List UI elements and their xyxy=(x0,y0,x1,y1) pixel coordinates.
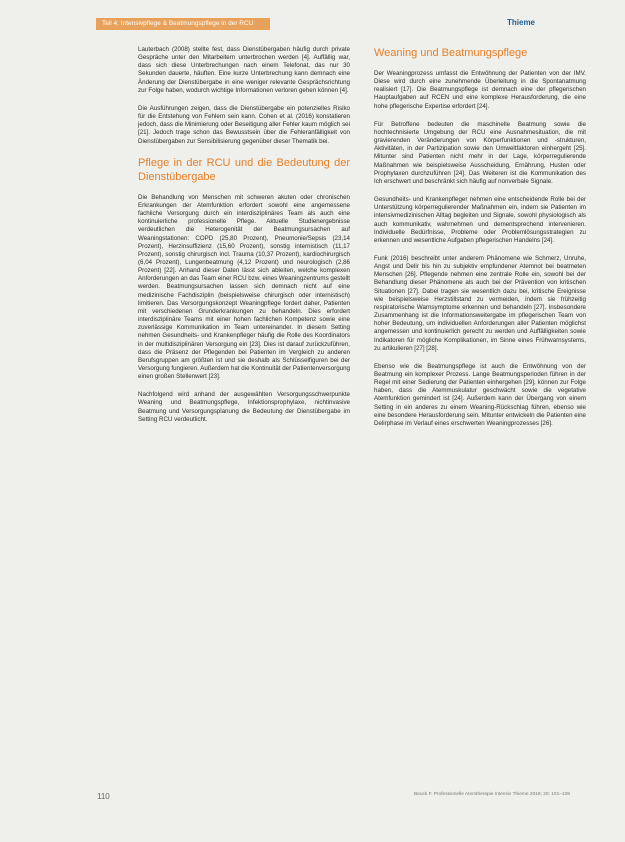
page-number: 110 xyxy=(97,792,110,801)
left-column xyxy=(138,46,350,434)
paragraph: Die Behandlung von Menschen mit schweren akuten oder chronischen Erkrankungen der Atemfunktion erfordert sowohl eine angemessene fachliche Versorgung durch ein interdisziplinäres Team als auch eine kontinuierliche professionelle Pflege. Aktuelle Studienergebnisse verdeutlichen die Heterogenität der Beatmungsursachen auf Weaningstationen: COPD (25,80 Prozent), Pneumonie/Sepsis (23,14 Prozent), Herzinsuffizienz (15,60 Prozent), sonstig internistisch (11,17 Prozent), sonstig chirurgisch incl. Trauma (10,37 Prozent), kardiochirurgisch (6,04 Prozent), Lungenbeatmung (4,12 Prozent) und neurologisch (2,86 Prozent) [22]. Anhand dieser Daten lässt sich ableiten, welche komplexen Anforderungen an das Team einer RCU bzw. eines Weaningzentrums gestellt werden. Beatmungsursachen lassen sich demnach nicht auf eine medizinische Fachdisziplin (beispielsweise chirurgisch oder internistisch) limitieren. Das Versorgungskonzept Weaningpflege fordert daher, Patienten mit verschiedenen Grunderkrankungen zu behandeln. Dies erfordert interdisziplinäre Teams mit einer hohen fachlichen Kompetenz sowie eine zuverlässige Kommunikation im Team untereinander. In diesem Setting nehmen Gesundheits- und Krankenpfleger häufig die Rolle des Koordinators in der multidisziplinären Versorgung ein [23]. Dies ist darauf zurückzuführen, dass die Präsenz der Pflegenden bei Patienten im Vergleich zu anderen Berufsgruppen am größten ist und sie deshalb als Schlüsselfiguren bei der Versorgung fungieren. Außerdem hat die Kontinuität der Patientenversorgung einen großen Stellenwert [23]. xyxy=(138,193,350,381)
section-band: Teil 4: Intensivpflege & Beatmungspflege in der RCU xyxy=(96,18,270,30)
paragraph: Nachfolgend wird anhand der ausgewählten Versorgungsschwerpunkte Weaning und Beatmungspflege, Infektionsprophylaxe, nichtinvasive Beatmung und Versorgungsplanung die Bedeutung der Dienstübergabe im Setting RCU verdeutlicht. xyxy=(138,391,350,423)
paragraph: Für Betroffene bedeuten die maschinelle Beatmung sowie die hochtechnisierte Umgebung der RCU eine Ausnahmesituation, die mit gravierenden Veränderungen von Körperfunktionen und -strukturen, Aktivitäten, in der Partizipation sowie den Umweltfaktoren einhergeht [25]. Mitunter sind Patienten nicht mehr in der Lage, körperregulierende Maßnahmen wie beispielsweise Ausscheidung, Ernährung, Husten oder Prophylaxen durchzuführen [24]. Das Weiteren ist die Kommunikation des Ich erschwert und beschränkt sich häufig auf nonverbale Signale. xyxy=(374,120,586,185)
paragraph: Funk (2016) beschreibt unter anderem Phänomene wie Schmerz, Unruhe, Angst und Delir bis hin zu subjektiv empfundener Atemnot bei beatmeten Menschen [26]. Pflegende nehmen eine zentrale Rolle ein, sowohl bei der Behandlung dieser Phänomene als auch bei der Prävention von kritischen Situationen [27]. Dabei tragen sie wesentlich dazu bei, kritische Ereignisse wie beispielsweise Herzstillstand zu vermeiden, indem sie frühzeitig respiratorische Warnsymptome erkennen und behandeln [27]. Insbesondere Zusammenhang ist die Informationsweitergabe im pflegerischen Team von hoher Bedeutung, um individuellen Anforderungen aller Patienten möglichst angemessen und kontinuierlich gerecht zu werden und Auffälligkeiten sowie Indikatoren für mögliche Komplikationen, im Sinne eines Frühwarnsystems, zu artikulieren [27] [28]. xyxy=(374,254,586,352)
right-column xyxy=(374,46,586,438)
thieme-logo: Thieme xyxy=(507,18,536,27)
paragraph: Die Ausführungen zeigen, dass die Dienstübergabe ein potenzielles Risiko für die Entstehung von Fehlern sein kann. Cohen et al. (2016) konstatieren jedoch, dass die Minimierung oder Beseitigung aller Fehler kaum möglich sei [21]. Jedoch trage schon das Bewusstsein über die Fehleranfälligkeit von Dienstübergaben zur Sensibilisierung gegenüber dieser Thematik bei. xyxy=(138,104,350,145)
citation-footer: Beuck F. Professionelle Atemtherapie Intensiv Thieme 2019; 20: 101–109 xyxy=(414,792,570,797)
section-heading: Weaning und Beatmungspflege xyxy=(374,47,528,59)
section-heading: Pflege in der RCU und die Bedeutung der Dienstübergabe xyxy=(138,156,350,183)
paragraph: Der Weaningprozess umfasst die Entwöhnung der Patienten von der IMV. Diese wird durch eine zunehmende Überleitung in die Spontanatmung realisiert [17]. Die Beatmungspflege ist demnach eine der pflegerischen Hauptaufgaben auf RCEN und eine komplexe Herausforderung, die eine hohe pflegerische Expertise erfordert [24]. xyxy=(374,70,586,110)
paragraph: Ebenso wie die Beatmungspflege ist auch die Entwöhnung von der Beatmung ein komplexer Prozess. Lange Beatmungsperioden führen in der Regel mit einer Sedierung der Patienten einhergehen [29], können zur Folge haben, dass die Atemmuskulatur geschwächt sowie die vegetative Atemfunktion gemindert ist [24]. Außerdem kann der Übergang von einem Setting in ein anderes zu einem Weaning-Rückschlag führen, ebenso wie eine besondere Herausforderung sein. Mitunter entwickeln die Patienten eine Delirphase im Verlauf eines erschwerten Weaningprozesses [26]. xyxy=(374,362,586,427)
paragraph: Lauterbach (2008) stellte fest, dass Dienstübergaben häufig durch private Gespräche unter den Mitarbeitern unterbrochen werden [4]. Auffällig war, dass sich diese Unterbrechungen nach einem Telefonat, das nur 30 Sekunden dauerte, häuften. Eine kurze Unterbrechung kann demnach eine Änderung der Dienstübergabe in eine weniger relevante Gesprächsrichtung zur Folge haben, wodurch wichtige Informationen verloren gehen können [4]. xyxy=(138,46,350,94)
paragraph: Gesundheits- und Krankenpfleger nehmen eine entscheidende Rolle bei der Unterstützung körperregulierender Maßnahmen ein, indem sie Patienten im intensivmedizinischen Alltag begleiten und Signale, sowohl physiologisch als auch kommunikativ, wahrnehmen und dementsprechend intervenieren. Individuelle Bedürfnisse, Probleme oder Problemlösungsstrategien zu erkennen und wesentliche Aufgaben pflegerischen Handelns [24]. xyxy=(374,196,586,244)
